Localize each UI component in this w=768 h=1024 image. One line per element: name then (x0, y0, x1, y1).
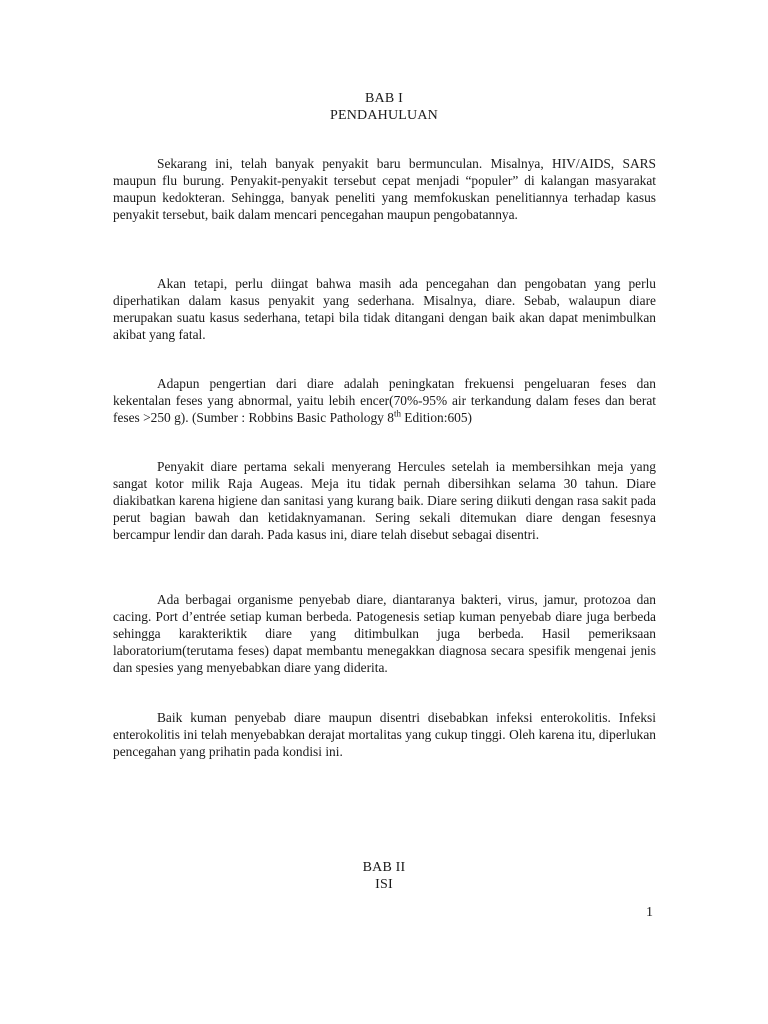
page-number: 1 (646, 905, 653, 920)
superscript-th: th (393, 408, 401, 419)
paragraph-6-text: Baik kuman penyebab diare maupun disentri disebabkan infeksi enterokolitis. Infeksi enterokolitis ini telah menyebabkan derajat mortalitas yang cukup tinggi. Oleh karena itu, diperlukan pencegahan yang prihatin pada kondisi ini. (113, 710, 656, 759)
paragraph-4-text: Penyakit diare pertama sekali menyerang Hercules setelah ia membersihkan meja yang sangat kotor milik Raja Augeas. Meja itu tidak pernah dibersihkan selama 30 tahun. Diare diakibatkan karena higiene dan sanitasi yang kurang baik. Diare sering diikuti dengan rasa sakit pada perut bagian bawah dan ketidaknyamanan. Sering sekali ditemukan diare dengan fesesnya bercampur lendir dan darah. Pada kasus ini, diare telah disebut sebagai disentri. (113, 459, 656, 542)
chapter-2-number: BAB II (362, 860, 406, 875)
paragraph-2 (113, 275, 656, 343)
paragraph-5-text: Ada berbagai organisme penyebab diare, diantaranya bakteri, virus, jamur, protozoa dan cacing. Port d’entrée setiap kuman berbeda. Patogenesis setiap kuman penyebab diare juga berbeda sehingga karakteriktik diare yang ditimbulkan juga berbeda. Hasil pemeriksaan laboratorium(terutama feses) dapat membantu menegakkan diagnosa secara spesifik mengenai jenis dan spesies yang menyebabkan diare yang diderita. (113, 592, 656, 675)
paragraph-2-text: Akan tetapi, perlu diingat bahwa masih ada pencegahan dan pengobatan yang perlu diperhatikan dalam kasus penyakit yang sederhana. Misalnya, diare. Sebab, walaupun diare merupakan suatu kasus sederhana, tetapi bila tidak ditangani dengan baik akan dapat menimbulkan akibat yang fatal. (113, 276, 656, 342)
paragraph-1-text: Sekarang ini, telah banyak penyakit baru bermunculan. Misalnya, HIV/AIDS, SARS maupun flu burung. Penyakit-penyakit tersebut cepat menjadi “populer” di kalangan masyarakat maupun kedokteran. Sehingga, banyak peneliti yang memfokuskan penelitiannya terhadap kasus penyakit tersebut, baik dalam mencari pencegahan maupun pengobatannya. (113, 156, 656, 222)
paragraph-4 (113, 458, 656, 543)
chapter-2-title: ISI (375, 877, 393, 892)
paragraph-1 (113, 155, 656, 223)
paragraph-3-text-end: Edition:605) (400, 410, 472, 425)
paragraph-3-text: Adapun pengertian dari diare adalah peningkatan frekuensi pengeluaran feses dan kekentalan feses yang abnormal, yaitu lebih encer(70%-95% air terkandung dalam feses dan berat feses >250 g). (Sumber : Robbins Basic Pathology 8 (113, 376, 656, 425)
paragraph-5 (113, 591, 656, 676)
paragraph-3 (113, 375, 656, 426)
chapter-title: PENDAHULUAN (330, 108, 438, 123)
paragraph-6 (113, 709, 656, 760)
chapter-number: BAB I (365, 91, 403, 106)
